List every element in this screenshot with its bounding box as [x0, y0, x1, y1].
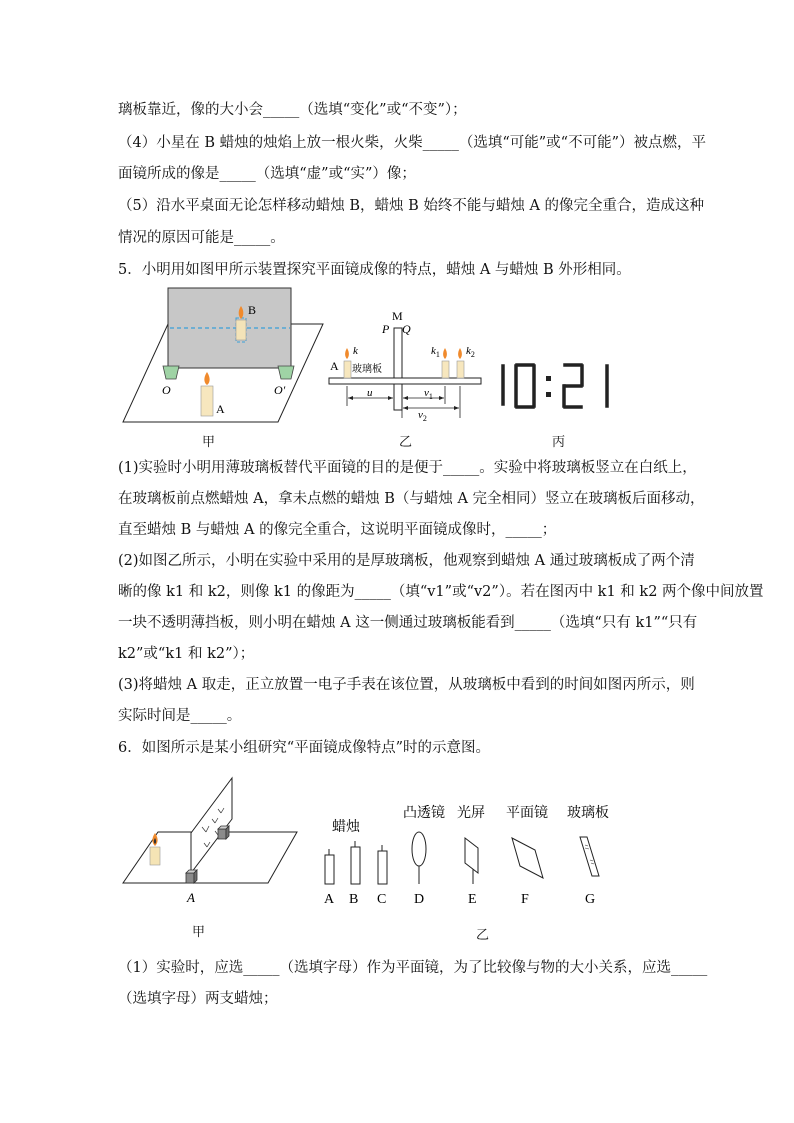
label-k2: $k_2$ [466, 345, 475, 359]
text-line: (2)如图乙所示，小明在实验中采用的是厚玻璃板，他观察到蜡烛 A 通过玻璃板成了两个清 [118, 553, 695, 569]
label-o-prime: O′ [274, 383, 286, 397]
letter-e: E [468, 892, 477, 907]
figure-6-yi-caption: 乙 [476, 928, 490, 943]
figure-5-jia-caption: 甲 [202, 435, 216, 450]
label-k1: $k_1$ [431, 345, 440, 359]
text-line: 晰的像 k1 和 k2，则像 k1 的像距为_____（填“v1”或“v2”）。若在图丙中 k1 和 k2 两个像中间放置 [118, 584, 764, 600]
letter-d: D [414, 892, 425, 907]
text-line: 情况的原因可能是_____。 [118, 230, 285, 246]
text-line: （选填字母）两支蜡烛； [118, 991, 278, 1007]
figure-6-yi [318, 800, 623, 912]
figure-6-jia [120, 775, 300, 910]
text-line: 一块不透明薄挡板，则小明在蜡烛 A 这一侧通过玻璃板能看到_____（选填“只有 k1”“只有 [118, 615, 698, 631]
text-line: 实际时间是_____。 [118, 708, 242, 724]
label-p: P [382, 322, 390, 336]
text-line: (1)实验时小明用薄玻璃板替代平面镜的目的是便于_____。实验中将玻璃板竖立在白纸上， [118, 460, 697, 476]
heading-plane-mirror: 平面镜 [506, 806, 548, 821]
label-k: k [353, 345, 358, 357]
letter-b: B [349, 892, 359, 907]
text-line: （5）沿水平桌面无论怎样移动蜡烛 B，蜡烛 B 始终不能与蜡烛 A 的像完全重合，造成这种 [118, 198, 705, 214]
label-b: B [248, 303, 257, 317]
letter-f: F [521, 892, 529, 907]
text-line: （4）小星在 B 蜡烛的烛焰上放一根火柴，火柴_____（选填“可能”或“不可能”）被点燃，平 [118, 135, 706, 151]
label-m: M [392, 309, 403, 323]
figure-5-yi-caption: 乙 [399, 435, 413, 450]
figure-5-yi [326, 306, 486, 421]
text-line: 在玻璃板前点燃蜡烛 A，拿未点燃的蜡烛 B（与蜡烛 A 完全相同）竖立在玻璃板后面移动， [118, 491, 705, 507]
figure-5-jia [118, 282, 333, 442]
letter-a: A [324, 892, 335, 907]
question-5-title: 5．小明用如图甲所示装置探究平面镜成像的特点，蜡烛 A 与蜡烛 B 外形相同。 [118, 262, 631, 278]
text-line: 璃板靠近，像的大小会_____（选填“变化”或“不变”）； [118, 102, 467, 118]
label-q: Q [402, 322, 411, 336]
text-line: 面镜所成的像是_____（选填“虚”或“实”）像； [118, 166, 416, 182]
label-candle-a: A [330, 359, 339, 373]
heading-light-screen: 光屏 [457, 806, 485, 821]
heading-glass-plate: 玻璃板 [567, 806, 609, 821]
label-v2: $v_2$ [418, 409, 427, 421]
letter-c: C [377, 892, 387, 907]
figure-5-bing-clock [495, 360, 625, 412]
heading-convex-lens: 凸透镜 [403, 806, 445, 821]
question-6-title: 6．如图所示是某小组研究“平面镜成像特点”时的示意图。 [118, 740, 491, 756]
label-v1: $v_1$ [424, 387, 433, 401]
label-glass-plate: 玻璃板 [352, 364, 382, 375]
label-o: O [162, 383, 171, 397]
heading-candle: 蜡烛 [332, 820, 360, 835]
label-a: A [216, 402, 225, 416]
text-line: （1）实验时，应选_____（选填字母）作为平面镜，为了比较像与物的大小关系，应选_____ [118, 960, 708, 976]
figure-5-bing-caption: 丙 [552, 435, 566, 450]
text-line: 直至蜡烛 B 与蜡烛 A 的像完全重合，这说明平面镜成像时，_____； [118, 522, 557, 538]
label-u: u [367, 387, 373, 399]
text-line: k2”或“k1 和 k2”）； [118, 646, 255, 662]
figure-6-jia-caption: 甲 [192, 925, 206, 940]
text-line: (3)将蜡烛 A 取走，正立放置一电子手表在该位置，从玻璃板中看到的时间如图丙所示，则 [118, 677, 695, 693]
letter-g: G [585, 892, 596, 907]
label-a: A [187, 890, 195, 905]
